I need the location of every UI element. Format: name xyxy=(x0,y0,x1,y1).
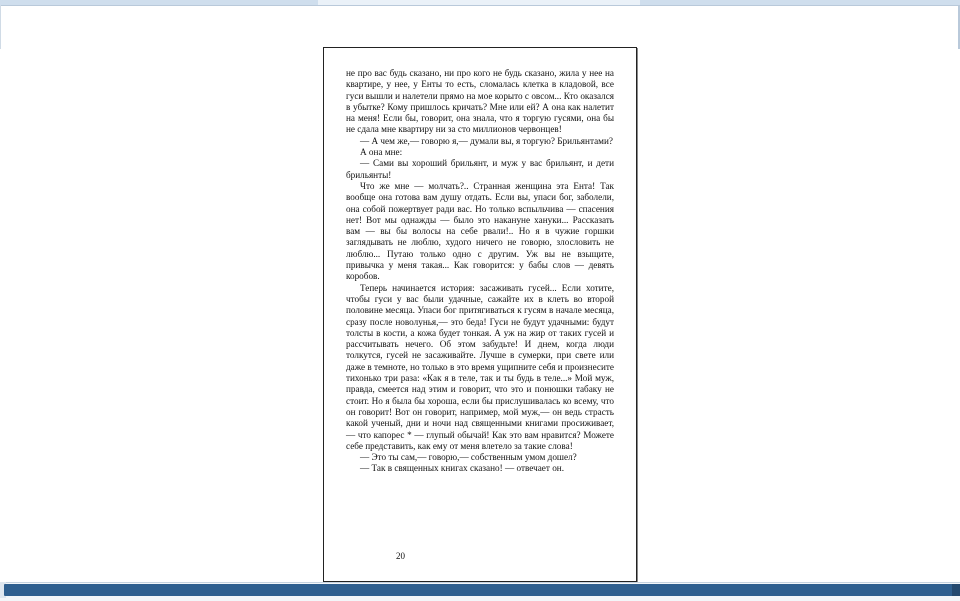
scrollbar-end-cap[interactable] xyxy=(952,584,960,596)
document-page xyxy=(323,47,637,582)
paragraph: А она мне: xyxy=(360,147,403,158)
paragraph: — Так в священных книгах сказано! — отвечает он. xyxy=(360,463,564,474)
left-frame-edge xyxy=(0,5,1,49)
paragraph: не про вас будь сказано, ни про кого не будь сказано, жила у нее на квартире, у нее, у Енты то есть, сломалась клетка в кладовой, все гуси вышли и налетели прямо на мое корыто с овсом... Кто оказался в убытке? Кому пришлось кричать? Мне или ей? А она как налетит на меня! Если бы, говорит, она знала, что я торгую гусями, она бы не сдала мне квартиру ни за сто миллионов червонцев! xyxy=(346,68,614,135)
paragraph: — Это ты сам,— говорю,— собственным умом дошел? xyxy=(360,452,577,463)
page-number: 20 xyxy=(396,551,405,561)
horizontal-scrollbar-thumb[interactable] xyxy=(4,584,954,596)
toolbar-segment xyxy=(0,0,318,5)
page-body-text xyxy=(346,68,614,475)
paragraph: Теперь начинается история: засаживать гусей... Если хотите, чтобы гуси у вас были удачные, сажайте их в клеть во второй половине месяца. Упаси бог притягиваться к гусям в начале месяца, сразу после новолунья,— это беда! Гуси не будут удачными: будут толсты в кости, а кожа будет тонкая. А уж на жир от таких гусей и рассчитывать нечего. Об этом забудьте! И днем, когда люди толкутся, гусей не засаживайте. Лучше в сумерки, при свете или даже в темноте, но только в это время ущипните себя и произнесите тихонько три раза: «Как я в теле, так и ты будь в теле...» Мой муж, правда, смеется над этим и говорит, что это и понюшки табаку не стоит. Но я была бы хороша, если бы прислушивалась ко всему, что он говорит! Вот он говорит, например, мой муж,— он ведь страсть какой ученый, дни и ночи над священными книгами просиживает,— что капорес * — глупый обычай! Как это вам нравится? Можете себе представить, как ему от меня влетело за такие слова! xyxy=(346,282,614,451)
top-toolbar-strip xyxy=(0,0,960,6)
paragraph: — Сами вы хороший брильянт, и муж у вас брильянт, и дети брильянты! xyxy=(346,158,614,180)
paragraph: — А чем же,— говорю я,— думали вы, я торгую? Брильянтами? xyxy=(360,135,613,146)
toolbar-segment xyxy=(640,0,960,5)
paragraph: Что же мне — молчать?.. Странная женщина эта Ента! Так вообще она готова вам душу отдать. Если вы, упаси бог, заболели, она собой пожертвует ради вас. Но только вспыльчива — спасения нет! Вот мы однажды — было это накануне ханук​и... Рассказать вам — вы бы волосы на себе рвали!.. Но я в чужие горшки заглядывать не люблю, худого ничего не говорю, злословить не люблю... Путаю только одно с другим. Уж вы не взыщите, привычка у меня такая... Как говорится: у бабы слов — девять коробов. xyxy=(346,180,614,282)
